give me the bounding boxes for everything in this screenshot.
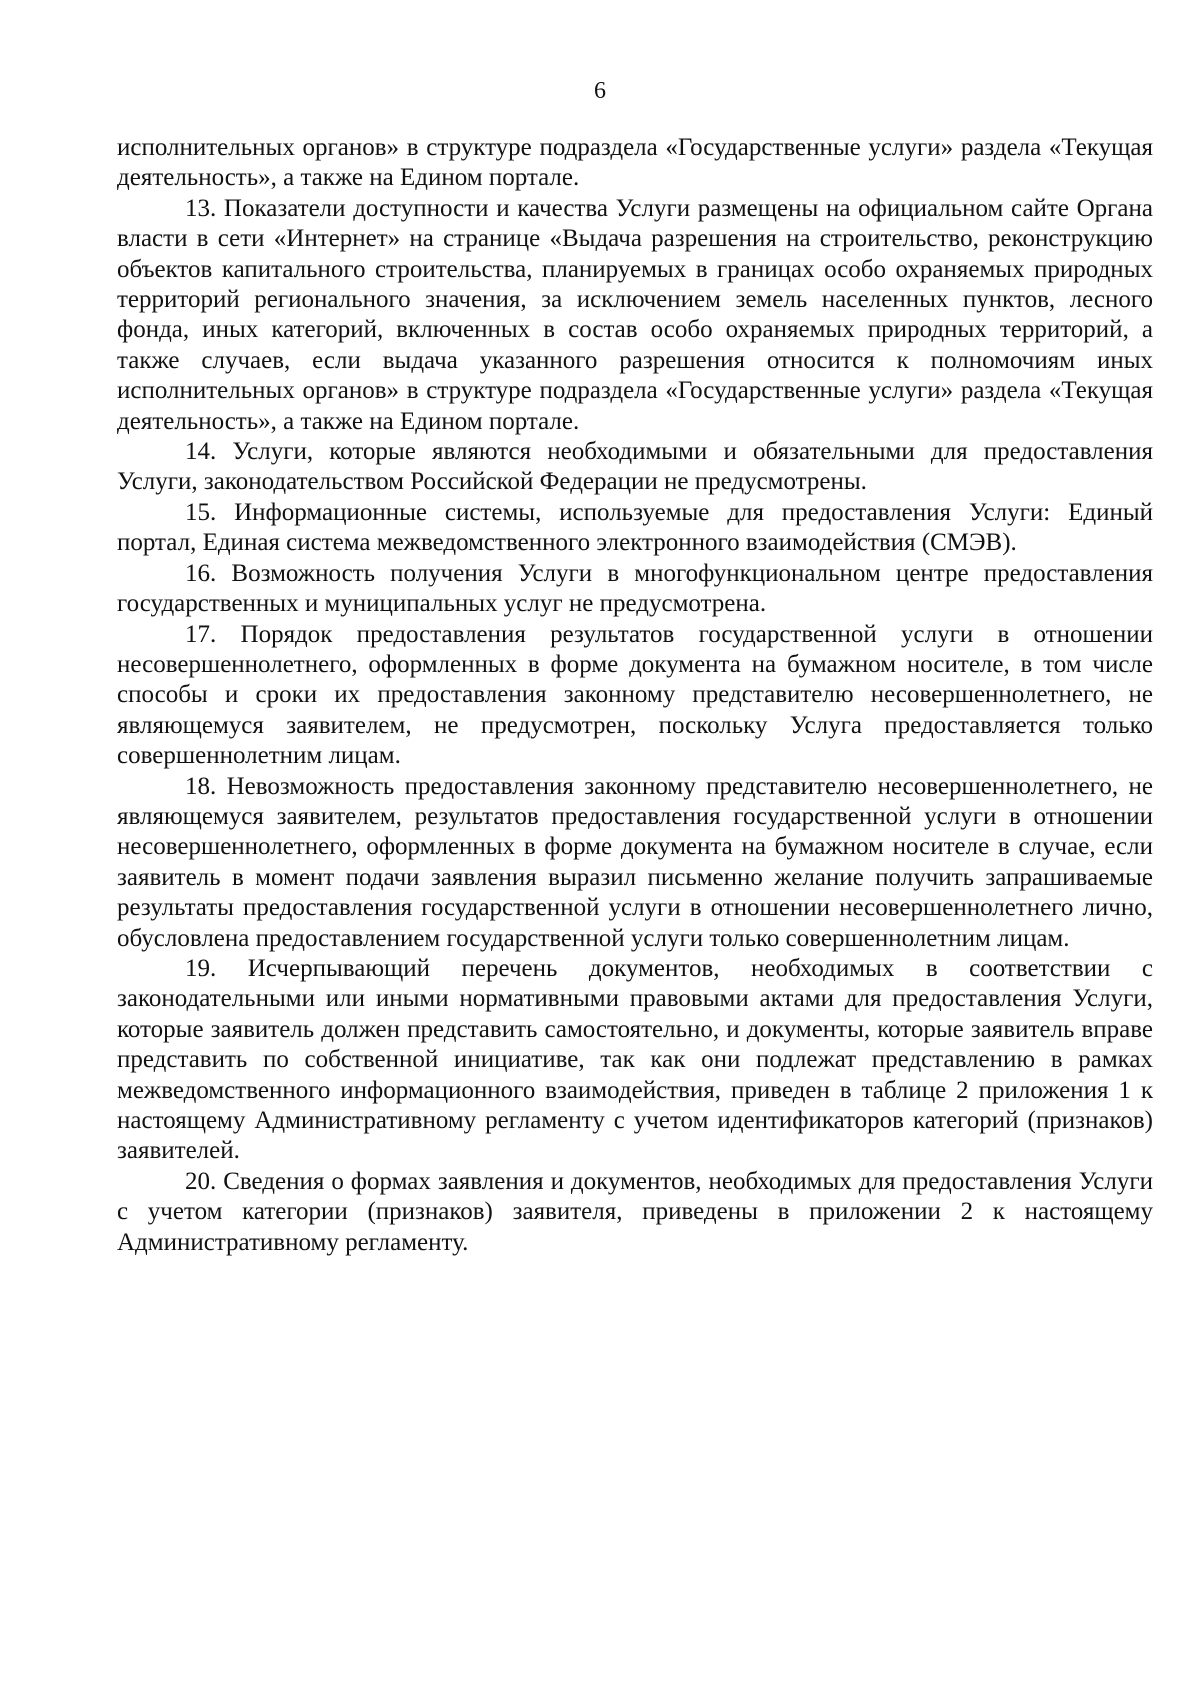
paragraph-16: 16. Возможность получения Услуги в многофункциональном центре предоставления государственных и муниципальных услуг не предусмотрена. [117, 559, 1153, 618]
paragraph-14: 14. Услуги, которые являются необходимыми и обязательными для предоставления Услуги, законодательством Российской Федерации не предусмотрены. [117, 438, 1153, 496]
paragraph-18: 18. Невозможность предоставления законному представителю несовершеннолетнего, не являющемуся заявителем, результатов предоставления государственной услуги в отношении несовершеннолетнего, оформленных в форме документа на бумажном носителе в случае, если заявитель в момент подачи заявления выразил письменно желание получить запрашиваемые результаты предоставления государственной услуги в отношении несовершеннолетнего лично, обусловлена предоставлением государственной услуги только совершеннолетним лицам. [117, 772, 1153, 952]
paragraph-15: 15. Информационные системы, используемые для предоставления Услуги: Единый портал, Единая система межведомственного электронного взаимодействия (СМЭВ). [117, 498, 1153, 557]
paragraph-17: 17. Порядок предоставления результатов государственной услуги в отношении несовершеннолетнего, оформленных в форме документа на бумажном носителе, в том числе способы и сроки их предоставления законному представителю несовершеннолетнего, не являющемуся заявителем, не предусмотрен, поскольку Услуга предоставляется только совершеннолетним лицам. [117, 620, 1153, 770]
page-number: 6 [594, 78, 606, 104]
paragraph-20: 20. Сведения о формах заявления и документов, необходимых для предоставления Услуги с учетом категории (признаков) заявителя, приведены в приложении 2 к настоящему Административному регламенту. [117, 1167, 1153, 1256]
paragraph-13: 13. Показатели доступности и качества Услуги размещены на официальном сайте Органа власти в сети «Интернет» на странице «Выдача разрешения на строительство, реконструкцию объектов капитального строительства, планируемых в границах особо охраняемых природных территорий регионального значения, за исключением земель населенных пунктов, лесного фонда, иных категорий, включенных в состав особо охраняемых природных территорий, а также случаев, если выдача указанного разрешения относится к полномочиям иных исполнительных органов» в структуре подраздела «Государственные услуги» раздела «Текущая деятельность», а также на Едином портале. [117, 194, 1153, 435]
paragraph-continuation: исполнительных органов» в структуре подраздела «Государственные услуги» раздела «Текущая деятельность», а также на Едином портале. [117, 134, 1153, 192]
document-body [117, 133, 1153, 1258]
paragraph-19: 19. Исчерпывающий перечень документов, необходимых в соответствии с законодательными или иными нормативными правовыми актами для предоставления Услуги, которые заявитель должен представить самостоятельно, и документы, которые заявитель вправе представить по собственной инициативе, так как они подлежат представлению в рамках межведомственного информационного взаимодействия, приведен в таблице 2 приложения 1 к настоящему Административному регламенту с учетом идентификаторов категорий (признаков) заявителей. [117, 954, 1153, 1165]
